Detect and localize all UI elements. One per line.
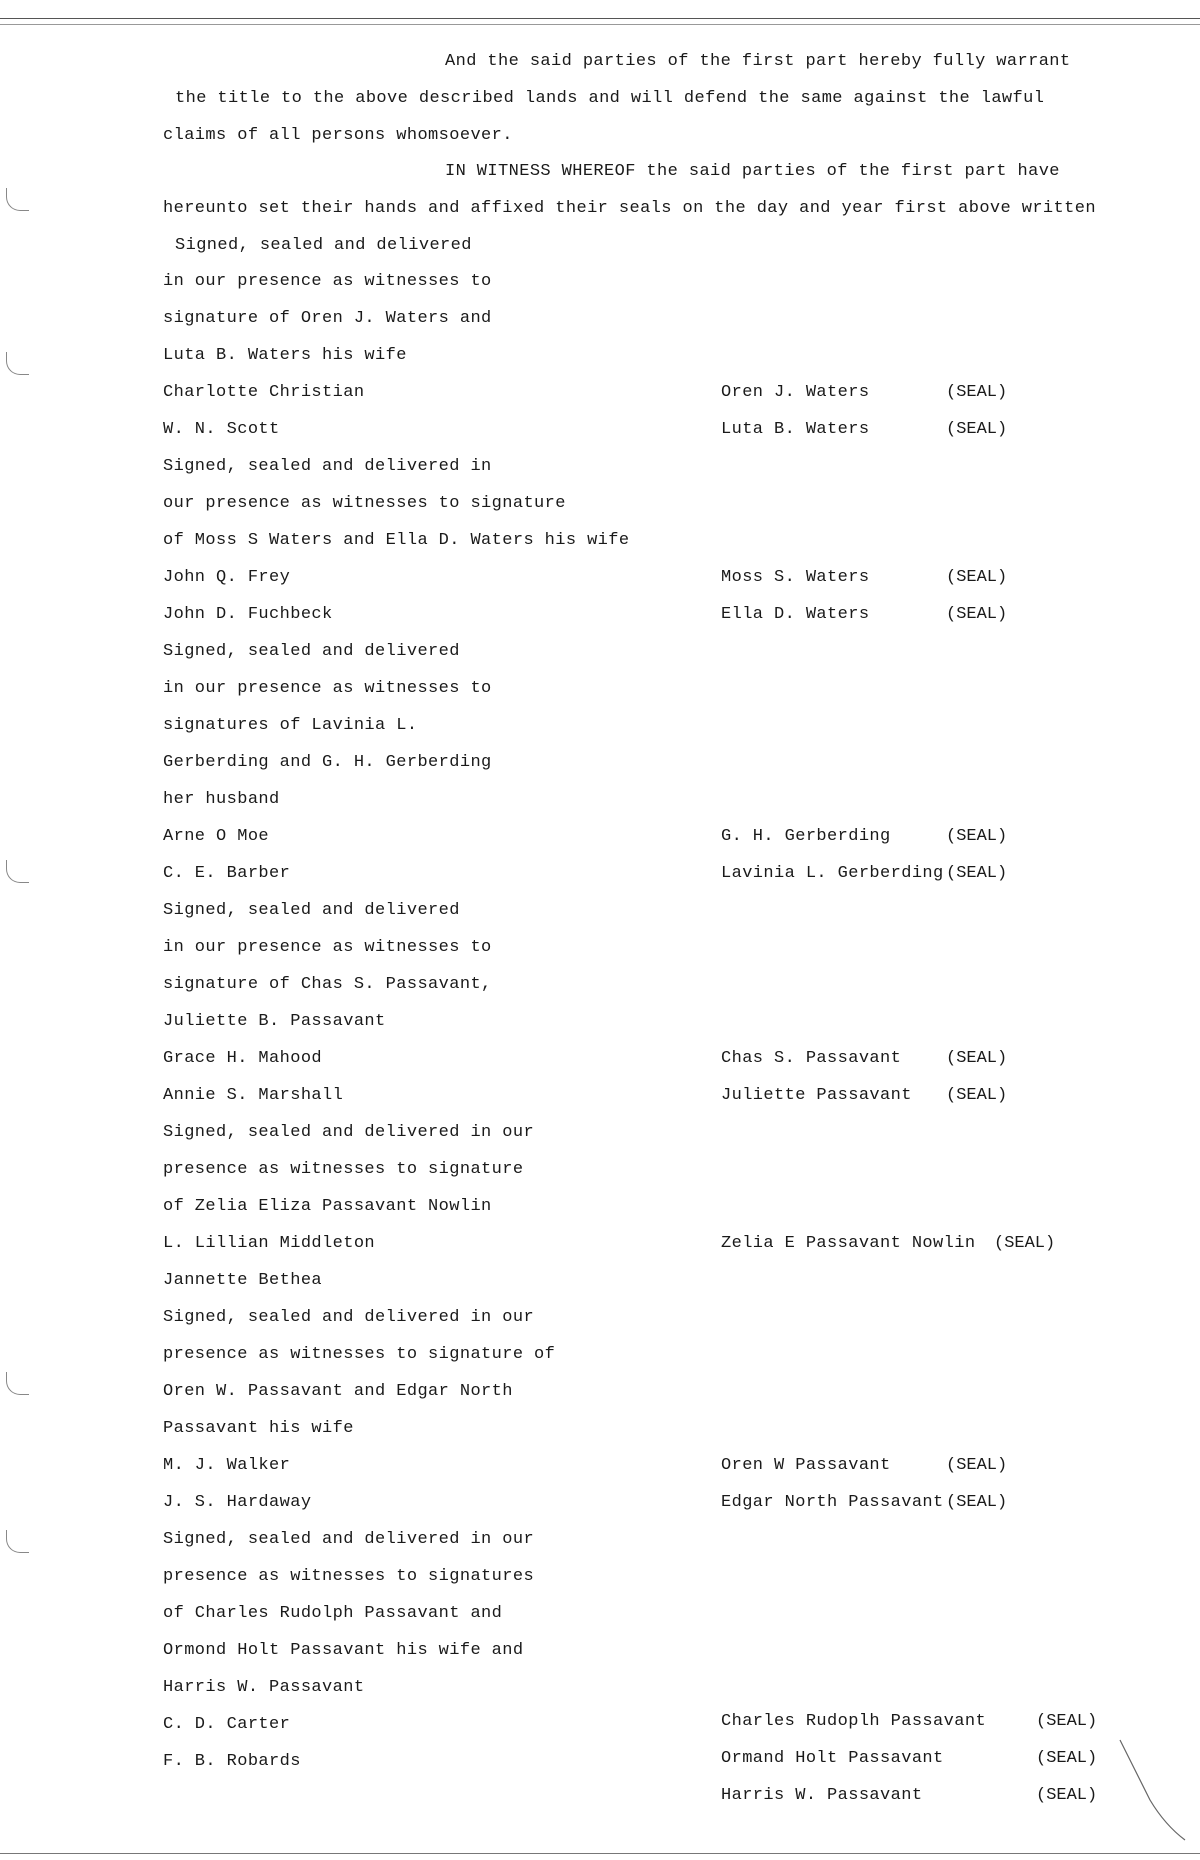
- witness-clause-line: signature of Chas S. Passavant,: [163, 975, 492, 994]
- signer-name: Ella D. Waters: [721, 605, 870, 624]
- seal-label: (SEAL): [946, 1049, 1008, 1068]
- witness-clause-line: of Moss S Waters and Ella D. Waters his wife: [163, 531, 630, 550]
- signer-name: Oren J. Waters: [721, 383, 870, 402]
- witness-name: M. J. Walker: [163, 1456, 291, 1475]
- signer-name: Harris W. Passavant: [721, 1786, 923, 1805]
- seal-label: (SEAL): [946, 383, 1008, 402]
- witness-name: C. D. Carter: [163, 1715, 291, 1734]
- top-rule-secondary: [0, 24, 1200, 25]
- witness-clause-line: Signed, sealed and delivered: [175, 236, 472, 255]
- witness-name: John D. Fuchbeck: [163, 605, 333, 624]
- witness-clause-line: our presence as witnesses to signature: [163, 494, 566, 513]
- seal-label: (SEAL): [946, 827, 1008, 846]
- witness-name: John Q. Frey: [163, 568, 291, 587]
- body-paragraph-line: hereunto set their hands and affixed their seals on the day and year first above written: [163, 199, 1096, 218]
- witness-clause-line: presence as witnesses to signature: [163, 1160, 524, 1179]
- witness-name: Annie S. Marshall: [163, 1086, 344, 1105]
- witness-name: J. S. Hardaway: [163, 1493, 312, 1512]
- witness-name: Grace H. Mahood: [163, 1049, 323, 1068]
- seal-label: (SEAL): [946, 420, 1008, 439]
- witness-clause-line: Harris W. Passavant: [163, 1678, 365, 1697]
- witness-clause-line: Oren W. Passavant and Edgar North: [163, 1382, 513, 1401]
- witness-clause-line: Signed, sealed and delivered: [163, 901, 460, 920]
- witness-clause-line: her husband: [163, 790, 280, 809]
- seal-label: (SEAL): [946, 568, 1008, 587]
- signer-name: Lavinia L. Gerberding: [721, 864, 944, 883]
- witness-clause-line: in our presence as witnesses to: [163, 679, 492, 698]
- signer-name: Ormand Holt Passavant: [721, 1749, 944, 1768]
- witness-clause-line: Signed, sealed and delivered: [163, 642, 460, 661]
- signer-name: Edgar North Passavant: [721, 1493, 944, 1512]
- witness-clause-line: Signed, sealed and delivered in our: [163, 1308, 535, 1327]
- witness-clause-line: signatures of Lavinia L.: [163, 716, 418, 735]
- witness-clause-line: in our presence as witnesses to: [163, 272, 492, 291]
- witness-clause-line: in our presence as witnesses to: [163, 938, 492, 957]
- signer-name: Juliette Passavant: [721, 1086, 912, 1105]
- seal-label: (SEAL): [1036, 1786, 1098, 1805]
- witness-name: Arne O Moe: [163, 827, 270, 846]
- top-rule: [0, 18, 1200, 19]
- witness-name: F. B. Robards: [163, 1752, 301, 1771]
- signer-name: G. H. Gerberding: [721, 827, 891, 846]
- witness-name: L. Lillian Middleton: [163, 1234, 376, 1253]
- binder-hole-mark: [6, 1372, 29, 1395]
- body-paragraph-line: And the said parties of the first part hereby fully warrant: [445, 52, 1071, 71]
- witness-clause-line: signature of Oren J. Waters and: [163, 309, 492, 328]
- witness-clause-line: Juliette B. Passavant: [163, 1012, 386, 1031]
- witness-clause-line: presence as witnesses to signature of: [163, 1345, 556, 1364]
- witness-clause-line: Gerberding and G. H. Gerberding: [163, 753, 492, 772]
- body-paragraph-line: IN WITNESS WHEREOF the said parties of the first part have: [445, 162, 1060, 181]
- seal-label: (SEAL): [1036, 1749, 1098, 1768]
- binder-hole-mark: [6, 352, 29, 375]
- signer-name: Oren W Passavant: [721, 1456, 891, 1475]
- signer-name: Zelia E Passavant Nowlin: [721, 1234, 976, 1253]
- witness-clause-line: presence as witnesses to signatures: [163, 1567, 535, 1586]
- witness-clause-line: of Charles Rudolph Passavant and: [163, 1604, 503, 1623]
- witness-name: C. E. Barber: [163, 864, 291, 883]
- witness-name: Charlotte Christian: [163, 383, 365, 402]
- witness-name: W. N. Scott: [163, 420, 280, 439]
- seal-label: (SEAL): [946, 1493, 1008, 1512]
- binder-hole-mark: [6, 1530, 29, 1553]
- witness-clause-line: Signed, sealed and delivered in: [163, 457, 492, 476]
- witness-clause-line: Passavant his wife: [163, 1419, 354, 1438]
- binder-hole-mark: [6, 188, 29, 211]
- seal-label: (SEAL): [994, 1234, 1056, 1253]
- binder-hole-mark: [6, 860, 29, 883]
- witness-clause-line: Signed, sealed and delivered in our: [163, 1123, 535, 1142]
- signer-name: Chas S. Passavant: [721, 1049, 902, 1068]
- body-paragraph-line: claims of all persons whomsoever.: [163, 126, 513, 145]
- body-paragraph-line: the title to the above described lands and will defend the same against the lawful: [175, 89, 1045, 108]
- seal-label: (SEAL): [946, 605, 1008, 624]
- seal-label: (SEAL): [1036, 1712, 1098, 1731]
- pen-stroke-mark: [1110, 1730, 1190, 1850]
- witness-clause-line: Luta B. Waters his wife: [163, 346, 407, 365]
- bottom-rule: [0, 1853, 1200, 1854]
- witness-clause-line: Signed, sealed and delivered in our: [163, 1530, 535, 1549]
- witness-clause-line: Ormond Holt Passavant his wife and: [163, 1641, 524, 1660]
- signer-name: Charles Rudoplh Passavant: [721, 1712, 987, 1731]
- seal-label: (SEAL): [946, 1086, 1008, 1105]
- witness-clause-line: of Zelia Eliza Passavant Nowlin: [163, 1197, 492, 1216]
- signer-name: Luta B. Waters: [721, 420, 870, 439]
- signer-name: Moss S. Waters: [721, 568, 870, 587]
- seal-label: (SEAL): [946, 864, 1008, 883]
- witness-name: Jannette Bethea: [163, 1271, 323, 1290]
- seal-label: (SEAL): [946, 1456, 1008, 1475]
